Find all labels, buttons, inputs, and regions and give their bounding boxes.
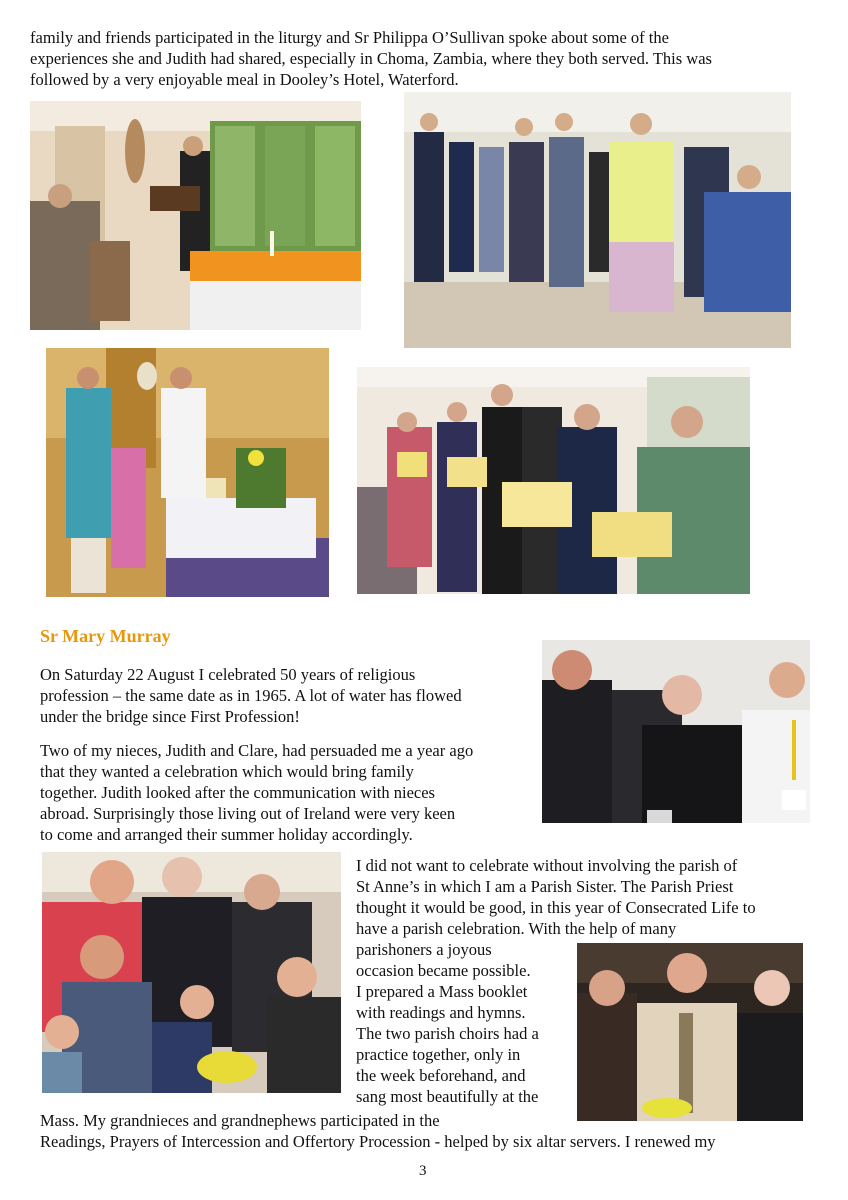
photo-readers-booklets [357,367,750,594]
para3-wide-line-4: have a parish celebration. With the help of many [356,919,677,938]
para3-wide-line-2: St Anne’s in which I am a Parish Sister. The Parish Priest [356,877,734,896]
para2-line-4: abroad. Surprisingly those living out of Ireland were very keen [40,804,456,823]
intro-line-1: family and friends participated in the liturgy and Sr Philippa O’Sullivan spoke about some of the [30,28,669,47]
para3-full-line-1: Mass. My grandnieces and grandnephews participated in the [40,1111,440,1130]
para2-line-3: together. Judith looked after the communication with nieces [40,783,435,802]
para3-narrow-line-7: the week beforehand, and [356,1066,526,1085]
para3-narrow-line-8: sang most beautifully at the [356,1087,539,1106]
para3-narrow-line-2: occasion became possible. [356,961,531,980]
photo-dinner-trio [577,943,803,1121]
photo-priest-sister-volunteer [542,640,810,823]
para3-narrow-line-5: The two parish choirs had a [356,1024,539,1043]
intro-line-2: experiences she and Judith had shared, especially in Choma, Zambia, where they both served. This was [30,49,712,68]
para3-wide-line-3: thought it would be good, in this year of Consecrated Life to [356,898,756,917]
intro-line-3: followed by a very enjoyable meal in Dooley’s Hotel, Waterford. [30,70,459,89]
para3-narrow-line-4: with readings and hymns. [356,1003,526,1022]
para3-full-line-2: Readings, Prayers of Intercession and Offertory Procession - helped by six altar servers. I renewed my [40,1132,716,1151]
para2-line-2: that they wanted a celebration which would bring family [40,762,414,781]
para1-line-2: profession – the same date as in 1965. A lot of water has flowed [40,686,462,705]
page-number: 3 [419,1163,427,1179]
para3-wide-line-1: I did not want to celebrate without involving the parish of [356,856,738,875]
para1-line-1: On Saturday 22 August I celebrated 50 years of religious [40,665,416,684]
para3-narrow-line-1: parishoners a joyous [356,940,492,959]
para2-line-5: to come and arranged their summer holiday accordingly. [40,825,413,844]
para3-narrow-line-6: practice together, only in [356,1045,521,1064]
photo-liturgy-guitarist [30,101,361,330]
photo-family-group [42,852,341,1093]
para3-narrow-line-3: I prepared a Mass booklet [356,982,528,1001]
section-heading: Sr Mary Murray [40,626,171,646]
para1-line-3: under the bridge since First Profession! [40,707,300,726]
photo-cake-cutting [46,348,329,597]
para2-line-1: Two of my nieces, Judith and Clare, had persuaded me a year ago [40,741,474,760]
photo-congregation-singing [404,92,791,348]
